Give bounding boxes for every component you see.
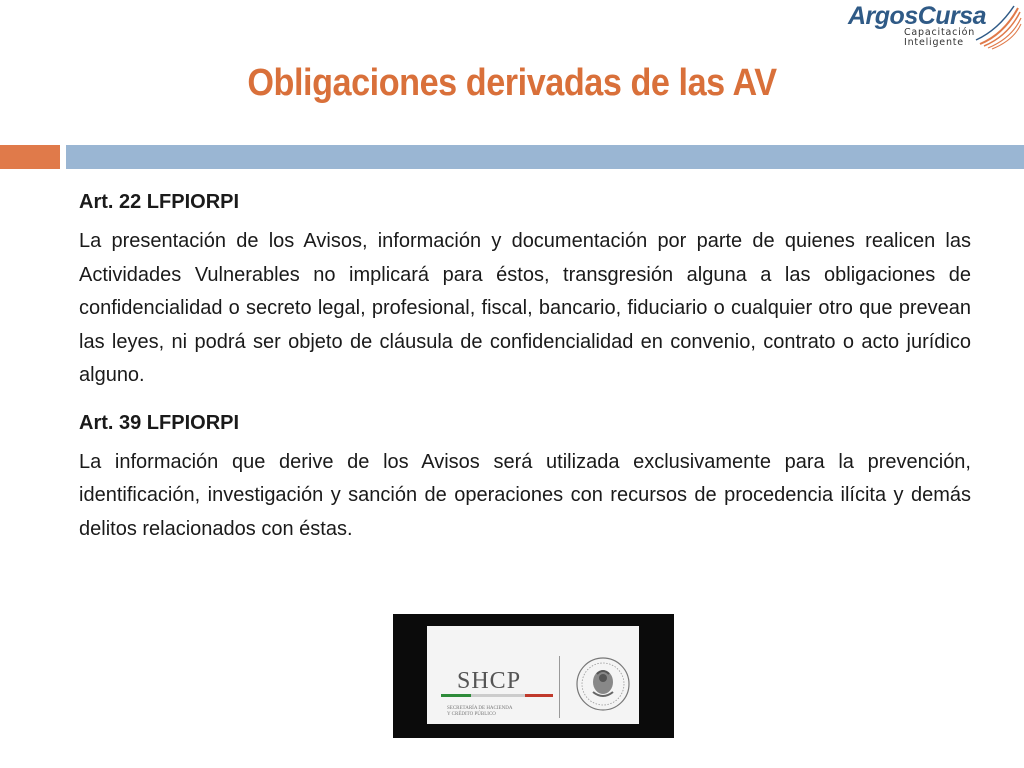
shcp-logo-panel (427, 626, 639, 724)
shcp-subline1: SECRETARÍA DE HACIENDA (447, 706, 513, 711)
section-body: La presentación de los Avisos, información y documentación por parte de quienes realicen las Actividades Vulnerables no implicará para éstos, transgresión alguna a las obligaciones de confidencialidad o secreto legal, profesional, fiscal, bancario, fiduciario o cualquier otro que prevean las leyes, ni podrá ser objeto de cláusula de confidencialidad en convenio, contrato o acto jurídico alguno. (79, 230, 971, 386)
section-art-39 (79, 407, 971, 547)
logo-brand: ArgosCursa (848, 2, 987, 30)
shcp-divider (559, 656, 560, 718)
section-heading: Art. 22 LFPIORPI (79, 191, 240, 213)
shcp-line-green (441, 694, 471, 697)
main-content (79, 186, 971, 546)
shcp-acronym: SHCP (457, 668, 522, 694)
accent-bar-orange (0, 145, 60, 169)
argoscursa-logo (846, 2, 1021, 52)
section-art-22 (79, 186, 971, 393)
logo-subtitle-line2: Inteligente (904, 37, 964, 48)
shcp-subline2: Y CRÉDITO PÚBLICO (447, 712, 496, 717)
shcp-line-red (525, 694, 553, 697)
shcp-logo-image (393, 614, 674, 738)
logo-subtitle (904, 28, 975, 48)
swoosh-icon (974, 4, 1022, 50)
page-title: Obligaciones derivadas de las AV (247, 62, 777, 104)
section-heading: Art. 39 LFPIORPI (79, 411, 240, 434)
shcp-line-white (471, 694, 525, 697)
shcp-subtitle (447, 706, 547, 718)
mexican-coat-of-arms-icon (575, 656, 631, 712)
logo-subtitle-line1: Capacitación (904, 27, 976, 38)
accent-bar-blue (66, 145, 1024, 169)
section-body: La información que derive de los Avisos será utilizada exclusivamente para la prevención, identificación, investigación y sanción de operaciones con recursos de procedencia ilícita y demás delitos relacionados con éstas. (79, 450, 971, 540)
